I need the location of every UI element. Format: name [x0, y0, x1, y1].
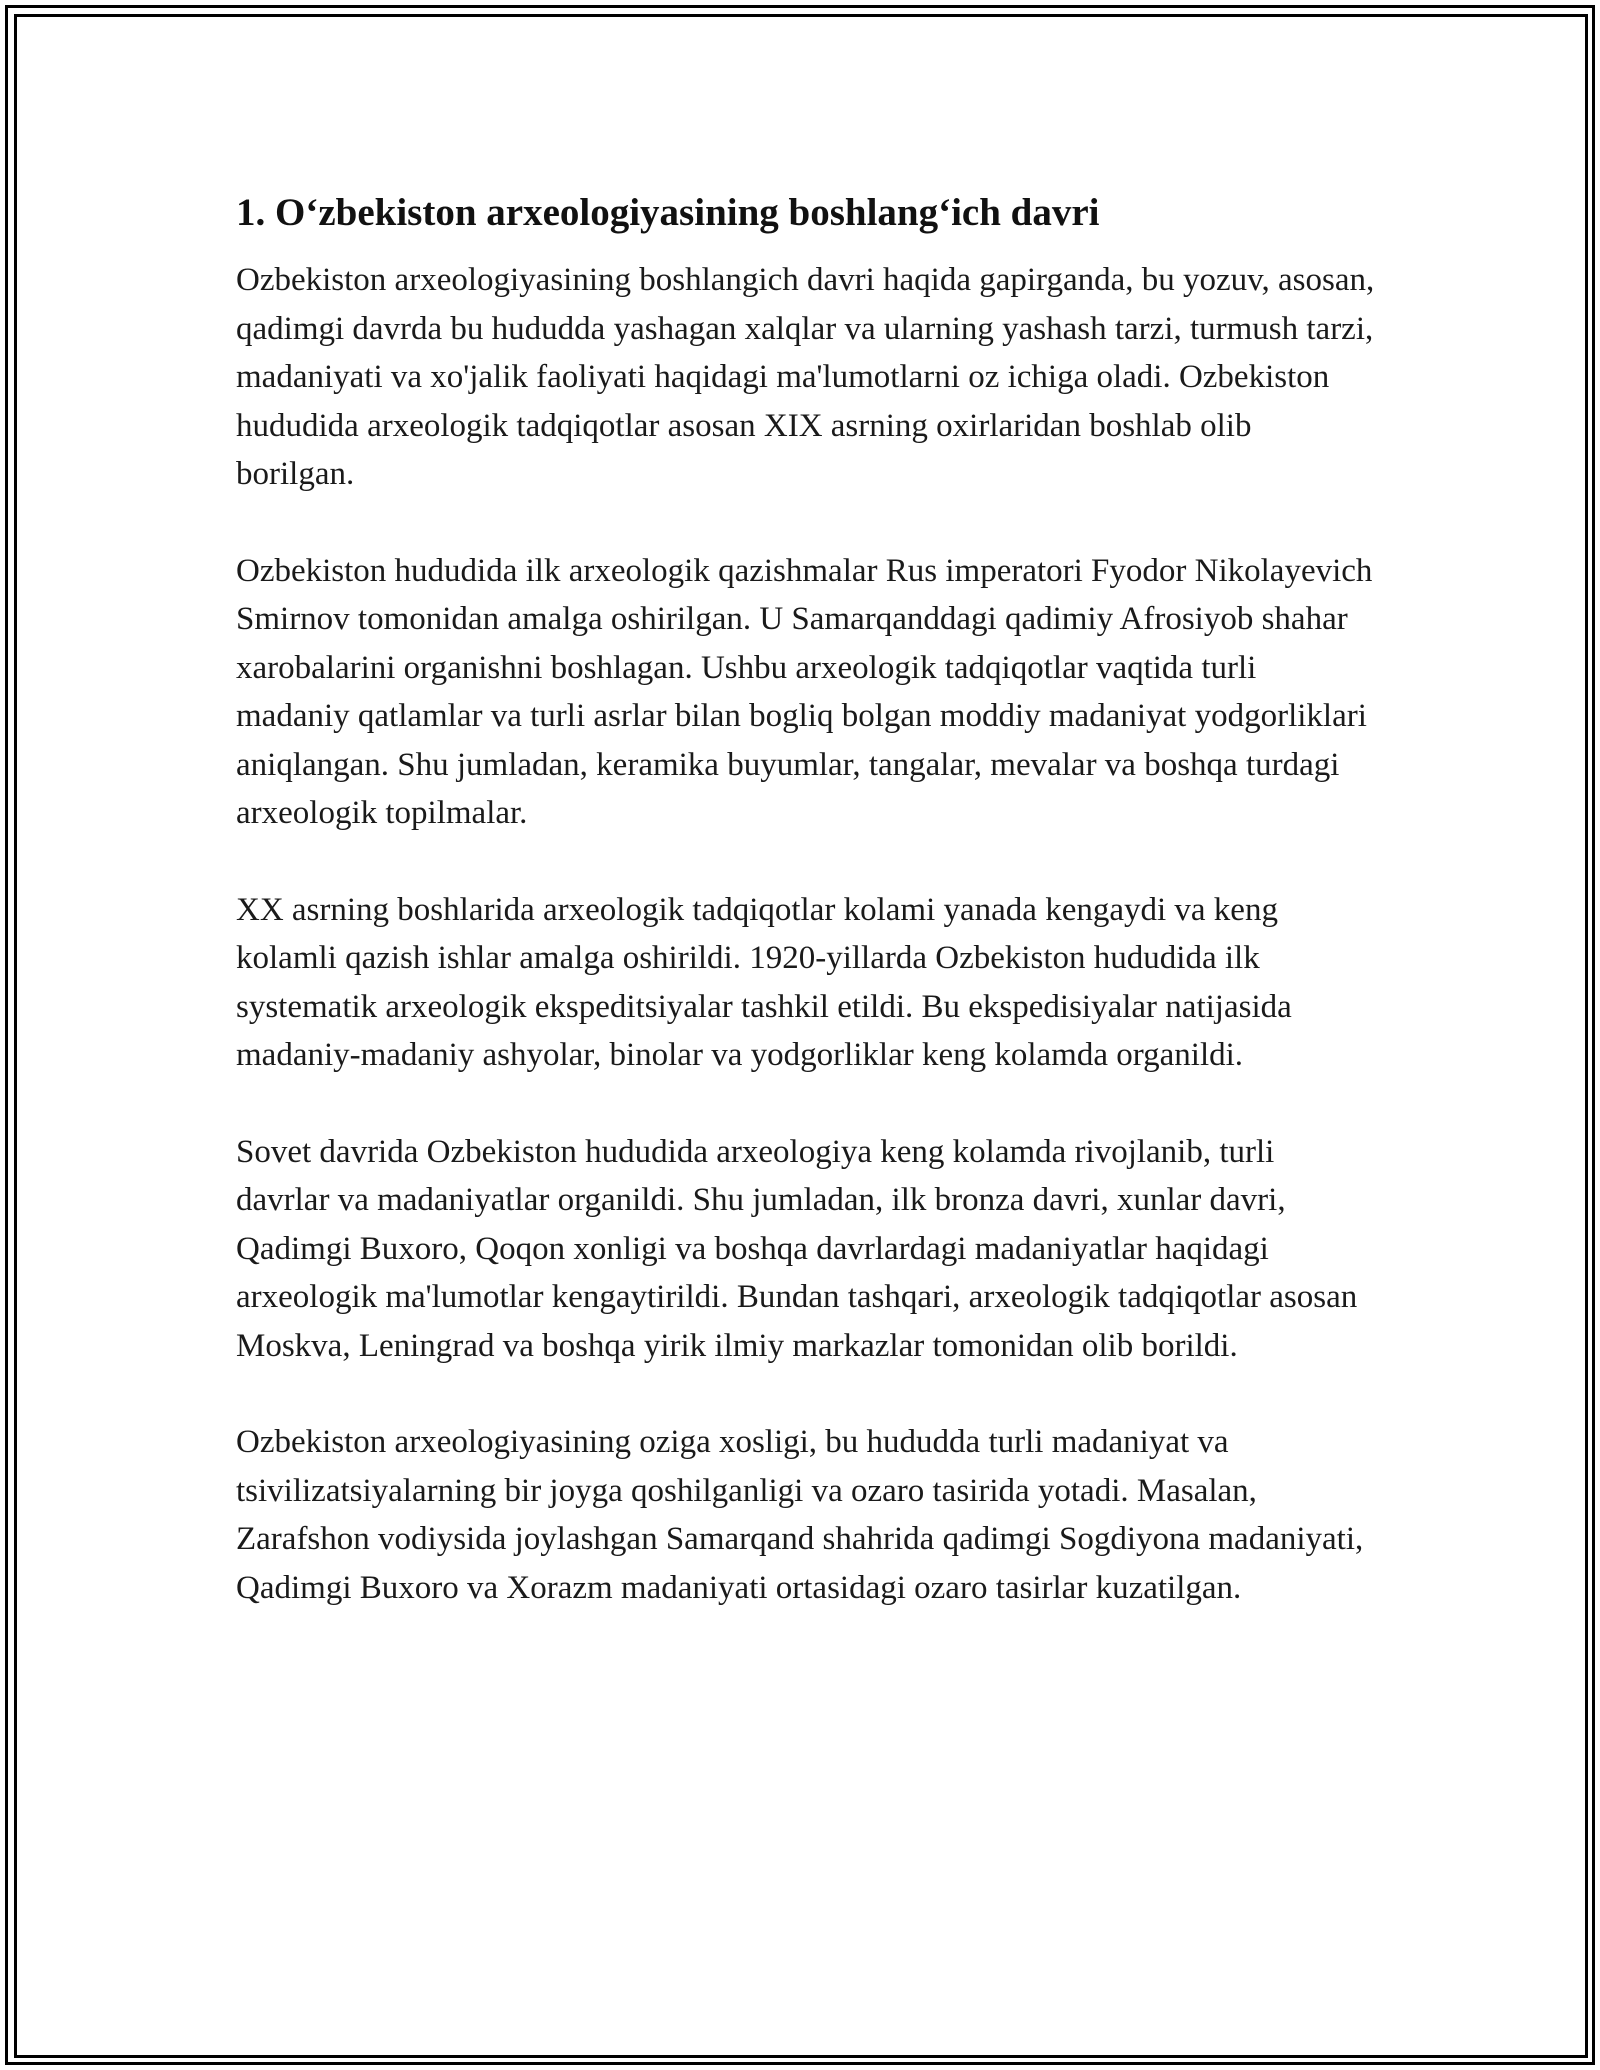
paragraph-4: Sovet davrida Ozbekiston hududida arxeologiya keng kolamda rivojlanib, turli davrlar va madaniyatlar organildi. Shu jumladan, ilk bronza davri, xunlar davri, Qadimgi Buxoro, Qoqon xonligi va boshqa davrlardagi madaniyatlar haqidagi arxeologik ma'lumotlar kengaytirildi. Bundan tashqari, arxeologik tadqiqotlar asosan Moskva, Leningrad va boshqa yirik ilmiy markazlar tomonidan olib borildi. — [236, 1133, 1358, 1364]
paragraph-3: XX asrning boshlarida arxeologik tadqiqotlar kolami yanada kengaydi va keng kolamli qazish ishlar amalga oshirildi. 1920-yillarda Ozbekiston hududida ilk systematik arxeologik ekspeditsiyalar tashkil etildi. Bu ekspedisiyalar natijasida madaniy-madaniy ashyolar, binolar va yodgorliklar keng kolamda organildi. — [236, 891, 1292, 1073]
paragraph-2: Ozbekiston hududida ilk arxeologik qazishmalar Rus imperatori Fyodor Nikolayevich Smirnov tomonidan amalga oshirilgan. U Samarqanddagi qadimiy Afrosiyob shahar xarobalarini organishni boshlagan. Ushbu arxeologik tadqiqotlar vaqtida turli madaniy qatlamlar va turli asrlar bilan bogliq bolgan moddiy madaniyat yodgorliklari aniqlangan. Shu jumladan, keramika buyumlar, tangalar, mevalar va boshqa turdagi arxeologik topilmalar. — [236, 552, 1373, 831]
paragraph-1: Ozbekiston arxeologiyasining boshlangich davri haqida gapirganda, bu yozuv, asosan, qadimgi davrda bu hududda yashagan xalqlar va ularning yashash tarzi, turmush tarzi, madaniyati va xo'jalik faoliyati haqidagi ma'lumotlarni oz ichiga oladi. Ozbekiston hududida arxeologik tadqiqotlar asosan XIX asrning oxirlaridan boshlab olib borilgan. — [236, 262, 1375, 492]
page-title: 1. O‘zbekiston arxeologiyasining boshlang‘ich davri — [236, 191, 1100, 234]
paragraph-5: Ozbekiston arxeologiyasining oziga xosligi, bu hududda turli madaniyat va tsivilizatsiyalarning bir joyga qoshilganligi va ozaro tasirida yotadi. Masalan, Zarafshon vodiysida joylashgan Samarqand shahrida qadimgi Sogdiyona madaniyati, Qadimgi Buxoro va Xorazm madaniyati ortasidagi ozaro tasirlar kuzatilgan. — [236, 1424, 1364, 1606]
document-body — [236, 188, 1376, 1612]
